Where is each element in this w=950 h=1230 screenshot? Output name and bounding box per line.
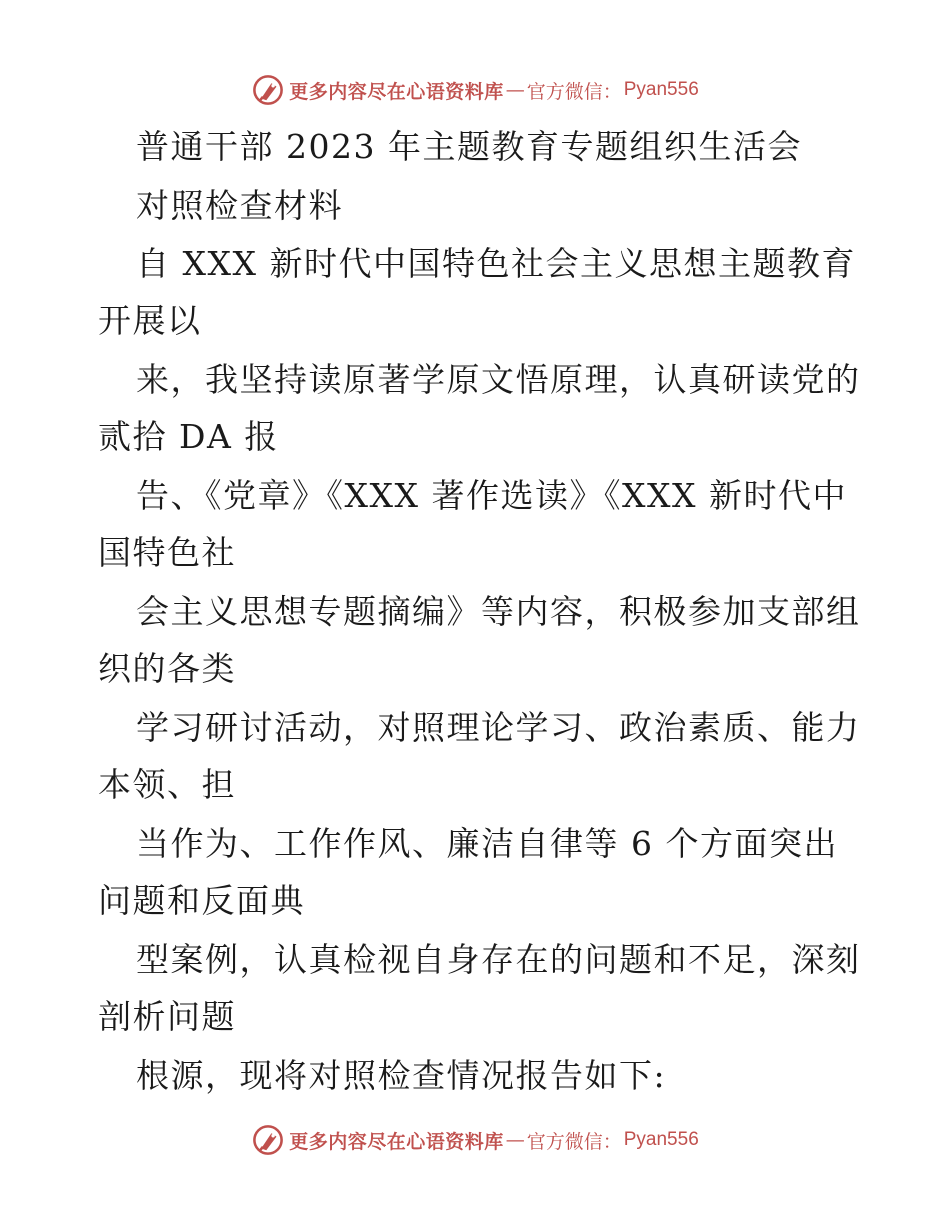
doc-paragraph-line: 织的各类 [98, 649, 236, 688]
banner-wechat-id: Pyan556 [623, 1129, 699, 1150]
doc-title-line-2: 对照检查材料 [136, 186, 343, 225]
pen-nib-logo-icon [251, 73, 285, 107]
banner-wechat-label: 官方微信： [526, 80, 622, 103]
pen-nib-logo-icon [251, 1123, 285, 1157]
doc-paragraph-line: 剖析问题 [98, 997, 236, 1036]
footer-banner [0, 1120, 950, 1160]
doc-paragraph-line: 学习研讨活动，对照理论学习、政治素质、能力 [136, 708, 861, 747]
doc-title-line-1: 普通干部 2023 年主题教育专题组织生活会 [136, 127, 802, 166]
doc-paragraph-line: 告、《党章》《XXX 著作选读》《XXX 新时代中 [136, 476, 847, 515]
banner-wechat-id: Pyan556 [623, 79, 699, 100]
doc-paragraph-line: 型案例，认真检视自身存在的问题和不足，深刻 [136, 940, 861, 979]
banner-site-text: 更多内容尽在心语资料库 [289, 80, 504, 103]
banner-wechat-label: 官方微信： [526, 1130, 622, 1153]
doc-paragraph-line: 会主义思想专题摘编》等内容，积极参加支部组 [136, 592, 861, 631]
header-banner [0, 70, 950, 110]
doc-paragraph-line: 根源，现将对照检查情况报告如下: [136, 1056, 667, 1095]
doc-paragraph-line: 自 XXX 新时代中国特色社会主义思想主题教育 [136, 244, 856, 283]
doc-paragraph-line: 开展以 [98, 301, 202, 340]
doc-paragraph-line: 当作为、工作作风、廉洁自律等 6 个方面突出 [136, 824, 838, 863]
doc-paragraph-line: 问题和反面典 [98, 881, 305, 920]
banner-site-text: 更多内容尽在心语资料库 [289, 1130, 504, 1153]
doc-paragraph-line: 来，我坚持读原著学原文悟原理，认真研读党的 [136, 360, 861, 399]
doc-paragraph-line: 贰拾 DA 报 [98, 417, 279, 456]
banner-dash: — [505, 1129, 525, 1151]
banner-dash: — [505, 79, 525, 101]
doc-paragraph-line: 本领、担 [98, 765, 236, 804]
doc-paragraph-line: 国特色社 [98, 533, 236, 572]
